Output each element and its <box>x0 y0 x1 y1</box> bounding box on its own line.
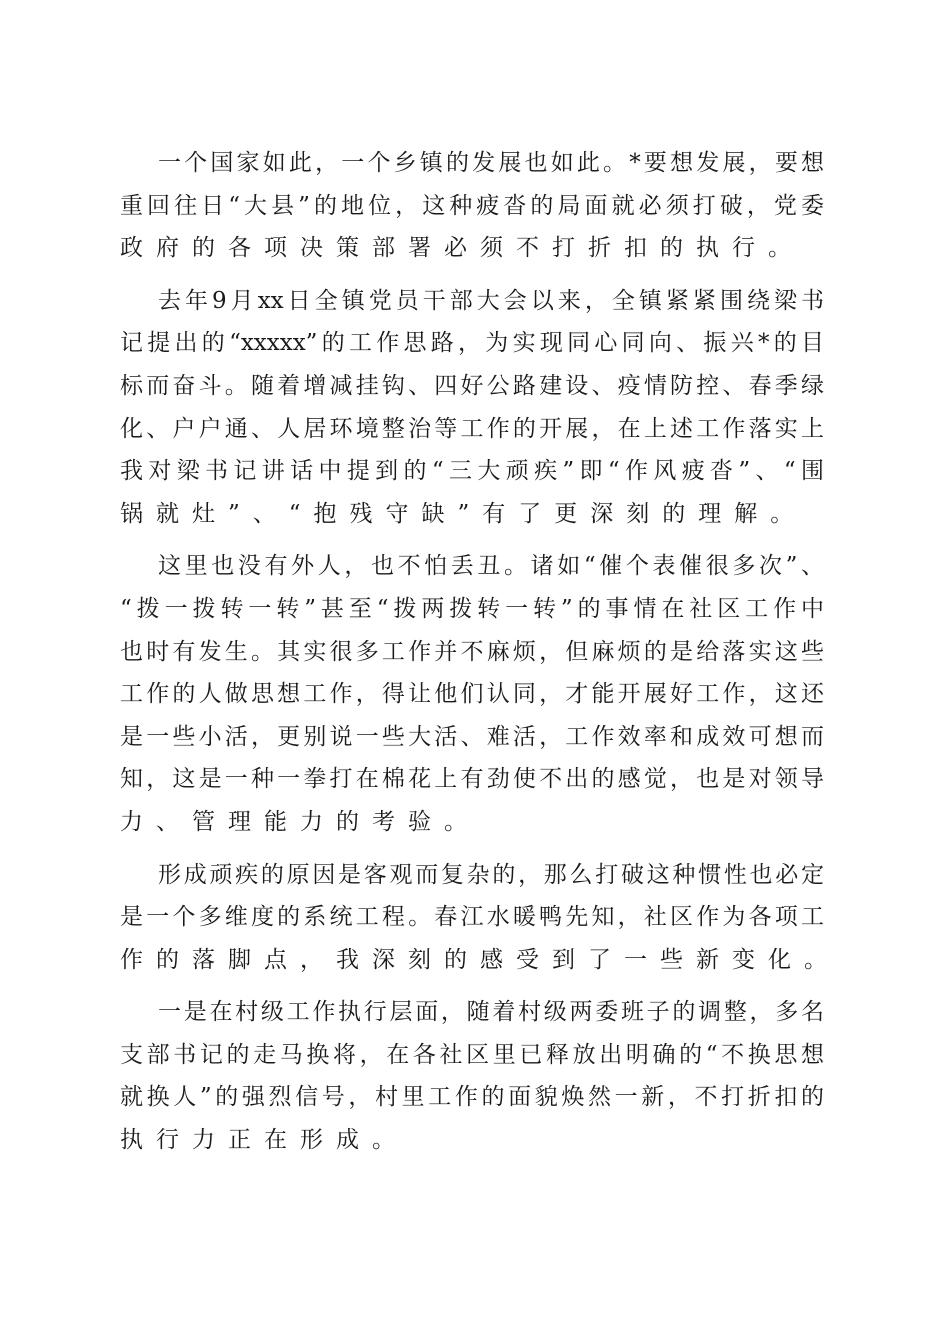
text-line: 形成顽疾的原因是客观而复杂的，那么打破这种惯性也必定 <box>158 861 824 888</box>
text-line: 知，这是一种一拳打在棉花上有劲使不出的感觉，也是对领导 <box>120 766 824 793</box>
text-line: 也时有发生。其实很多工作并不麻烦，但麻烦的是给落实这些 <box>120 638 824 665</box>
text-line: 我对梁书记讲话中提到的“三大顽疾”即“作风疲沓”、“围 <box>120 458 824 485</box>
text-line: 重回往日“大县”的地位，这种疲沓的局面就必须打破，党委 <box>120 192 824 219</box>
paragraph-1 <box>120 142 824 270</box>
text-line: 记提出的“xxxxx”的工作思路，为实现同心同向、振兴*的目 <box>120 330 824 357</box>
text-line: 化、户户通、人居环境整治等工作的开展，在上述工作落实上 <box>120 415 824 442</box>
document-body <box>120 142 840 1172</box>
text-line: 就换人”的强烈信号，村里工作的面貌焕然一新，不打折扣的 <box>120 1084 824 1111</box>
text-line: 政府的各项决策部署必须不打折扣的执行。 <box>120 235 804 262</box>
text-line: 是一个多维度的系统工程。春江水暖鸭先知，社区作为各项工 <box>120 904 824 931</box>
paragraph-4 <box>120 854 840 982</box>
paragraph-5 <box>120 991 824 1161</box>
text-line: 一个国家如此，一个乡镇的发展也如此。*要想发展，要想 <box>158 150 824 176</box>
text-line: 工作的人做思想工作，得让他们认同，才能开展好工作，这还 <box>120 681 824 708</box>
paragraph-3 <box>120 545 824 843</box>
text-line: 标而奋斗。随着增减挂钩、四好公路建设、疫情防控、春季绿 <box>120 372 824 399</box>
text-line: 一是在村级工作执行层面，随着村级两委班子的调整，多名 <box>158 999 824 1026</box>
text-line: “拨一拨转一转”甚至“拨两拨转一转”的事情在社区工作中 <box>120 595 824 622</box>
text-line: 是一些小活，更别说一些大活、难活，工作效率和成效可想而 <box>120 723 824 750</box>
text-line: 这里也没有外人，也不怕丢丑。诸如“催个表催很多次”、 <box>158 553 824 580</box>
text-line: 支部书记的走马换将，在各社区里已释放出明确的“不换思想 <box>120 1041 824 1068</box>
paragraph-2 <box>120 280 824 536</box>
text-line: 力、管理能力的考验。 <box>120 808 480 835</box>
text-line: 作的落脚点，我深刻的感受到了一些新变化。 <box>120 946 840 973</box>
text-line: 执行力正在形成。 <box>120 1127 408 1154</box>
text-line: 去年9月xx日全镇党员干部大会以来，全镇紧紧围绕梁书 <box>158 287 824 314</box>
text-line: 锅就灶”、“抱残守缺”有了更深刻的理解。 <box>120 500 807 527</box>
